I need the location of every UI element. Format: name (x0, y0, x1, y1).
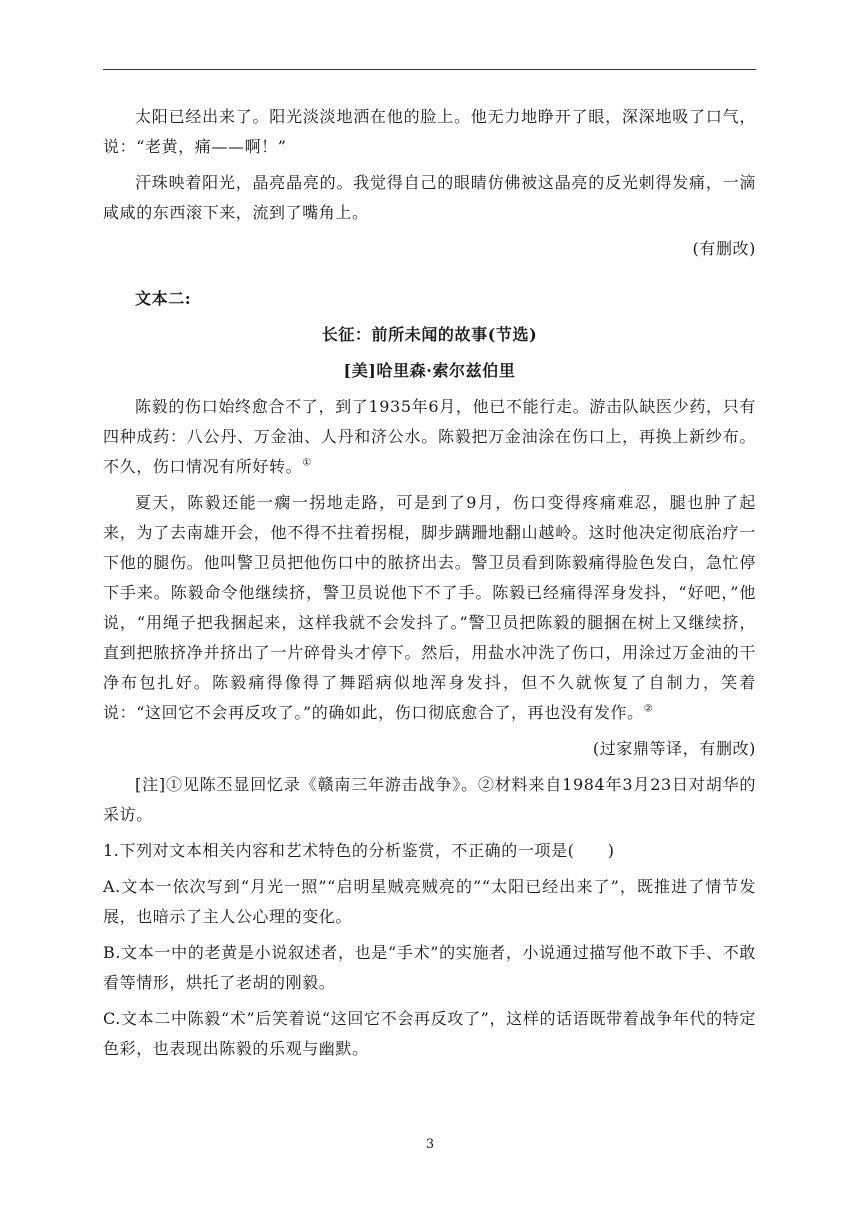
option-b: B.文本一中的老黄是小说叙述者，也是“手术”的实施者，小说通过描写他不敢下手、不敢看等情形，烘托了老胡的刚毅。 (103, 943, 756, 992)
footnote: [注]①见陈丕显回忆录《赣南三年游击战争》。②材料来自1984年3月23日对胡华的采访。 (103, 775, 756, 824)
footnote-marker-1: ① (302, 457, 312, 469)
text2-paragraph-1 (103, 392, 756, 482)
text2-paragraph-2 (103, 488, 756, 728)
text2-author: [美]哈里森·索尔兹伯里 (343, 361, 516, 380)
source-note-1: (有删改) (692, 239, 756, 258)
text2-label: 文本二: (135, 289, 192, 308)
text1-paragraph-1: 太阳已经出来了。阳光淡淡地洒在他的脸上。他无力地睁开了眼，深深地吸了口气，说：“老黄，痛——啊！” (103, 107, 756, 156)
text2-title: 长征：前所未闻的故事(节选) (321, 325, 538, 344)
footnote-marker-2: ② (643, 703, 654, 715)
option-c: C.文本二中陈毅“术”后笑着说“这回它不会再反攻了”，这样的话语既带着战争年代的特定色彩，也表现出陈毅的乐观与幽默。 (103, 1009, 756, 1058)
text2-paragraph-2-text: 夏天，陈毅还能一瘸一拐地走路，可是到了9月，伤口变得疼痛难忍，腿也肿了起来，为了去南雄开会，他不得不拄着拐棍，脚步蹒跚地翻山越岭。这时他决定彻底治疗一下他的腿伤。他叫警卫员把他伤口中的脓挤出去。警卫员看到陈毅痛得脸色发白，急忙停下手来。陈毅命令他继续挤，警卫员说他下不了手。陈毅已经痛得浑身发抖，“好吧，”他说，“用绳子把我捆起来，这样我就不会发抖了。”警卫员把陈毅的腿捆在树上又继续挤，直到把脓挤净并挤出了一片碎骨头才停下。然后，用盐水冲洗了伤口，用涂过万金油的干净布包扎好。陈毅痛得像得了舞蹈病似地浑身发抖，但不久就恢复了自制力，笑着说：“这回它不会再反攻了。”的确如此，伤口彻底愈合了，再也没有发作。 (103, 493, 756, 722)
page-content (103, 96, 756, 1070)
header-rule (103, 69, 756, 70)
text1-paragraph-2: 汗珠映着阳光，晶亮晶亮的。我觉得自己的眼睛仿佛被这晶亮的反光刺得发痛，一滴咸咸的东西滚下来，流到了嘴角上。 (103, 173, 756, 222)
page-number: 3 (425, 1137, 435, 1152)
text2-paragraph-1-text: 陈毅的伤口始终愈合不了，到了1935年6月，他已不能行走。游击队缺医少药，只有四种成药：八公丹、万金油、人丹和济公水。陈毅把万金油涂在伤口上，再换上新纱布。不久，伤口情况有所好转。 (103, 397, 756, 476)
source-note-2: (过家鼎等译，有删改) (592, 739, 756, 758)
option-a: A.文本一依次写到“月光一照”“启明星贼亮贼亮的”“太阳已经出来了”，既推进了情节发展，也暗示了主人公心理的变化。 (103, 877, 756, 926)
question-1: 1.下列对文本相关内容和艺术特色的分析鉴赏，不正确的一项是( ) (103, 841, 615, 860)
